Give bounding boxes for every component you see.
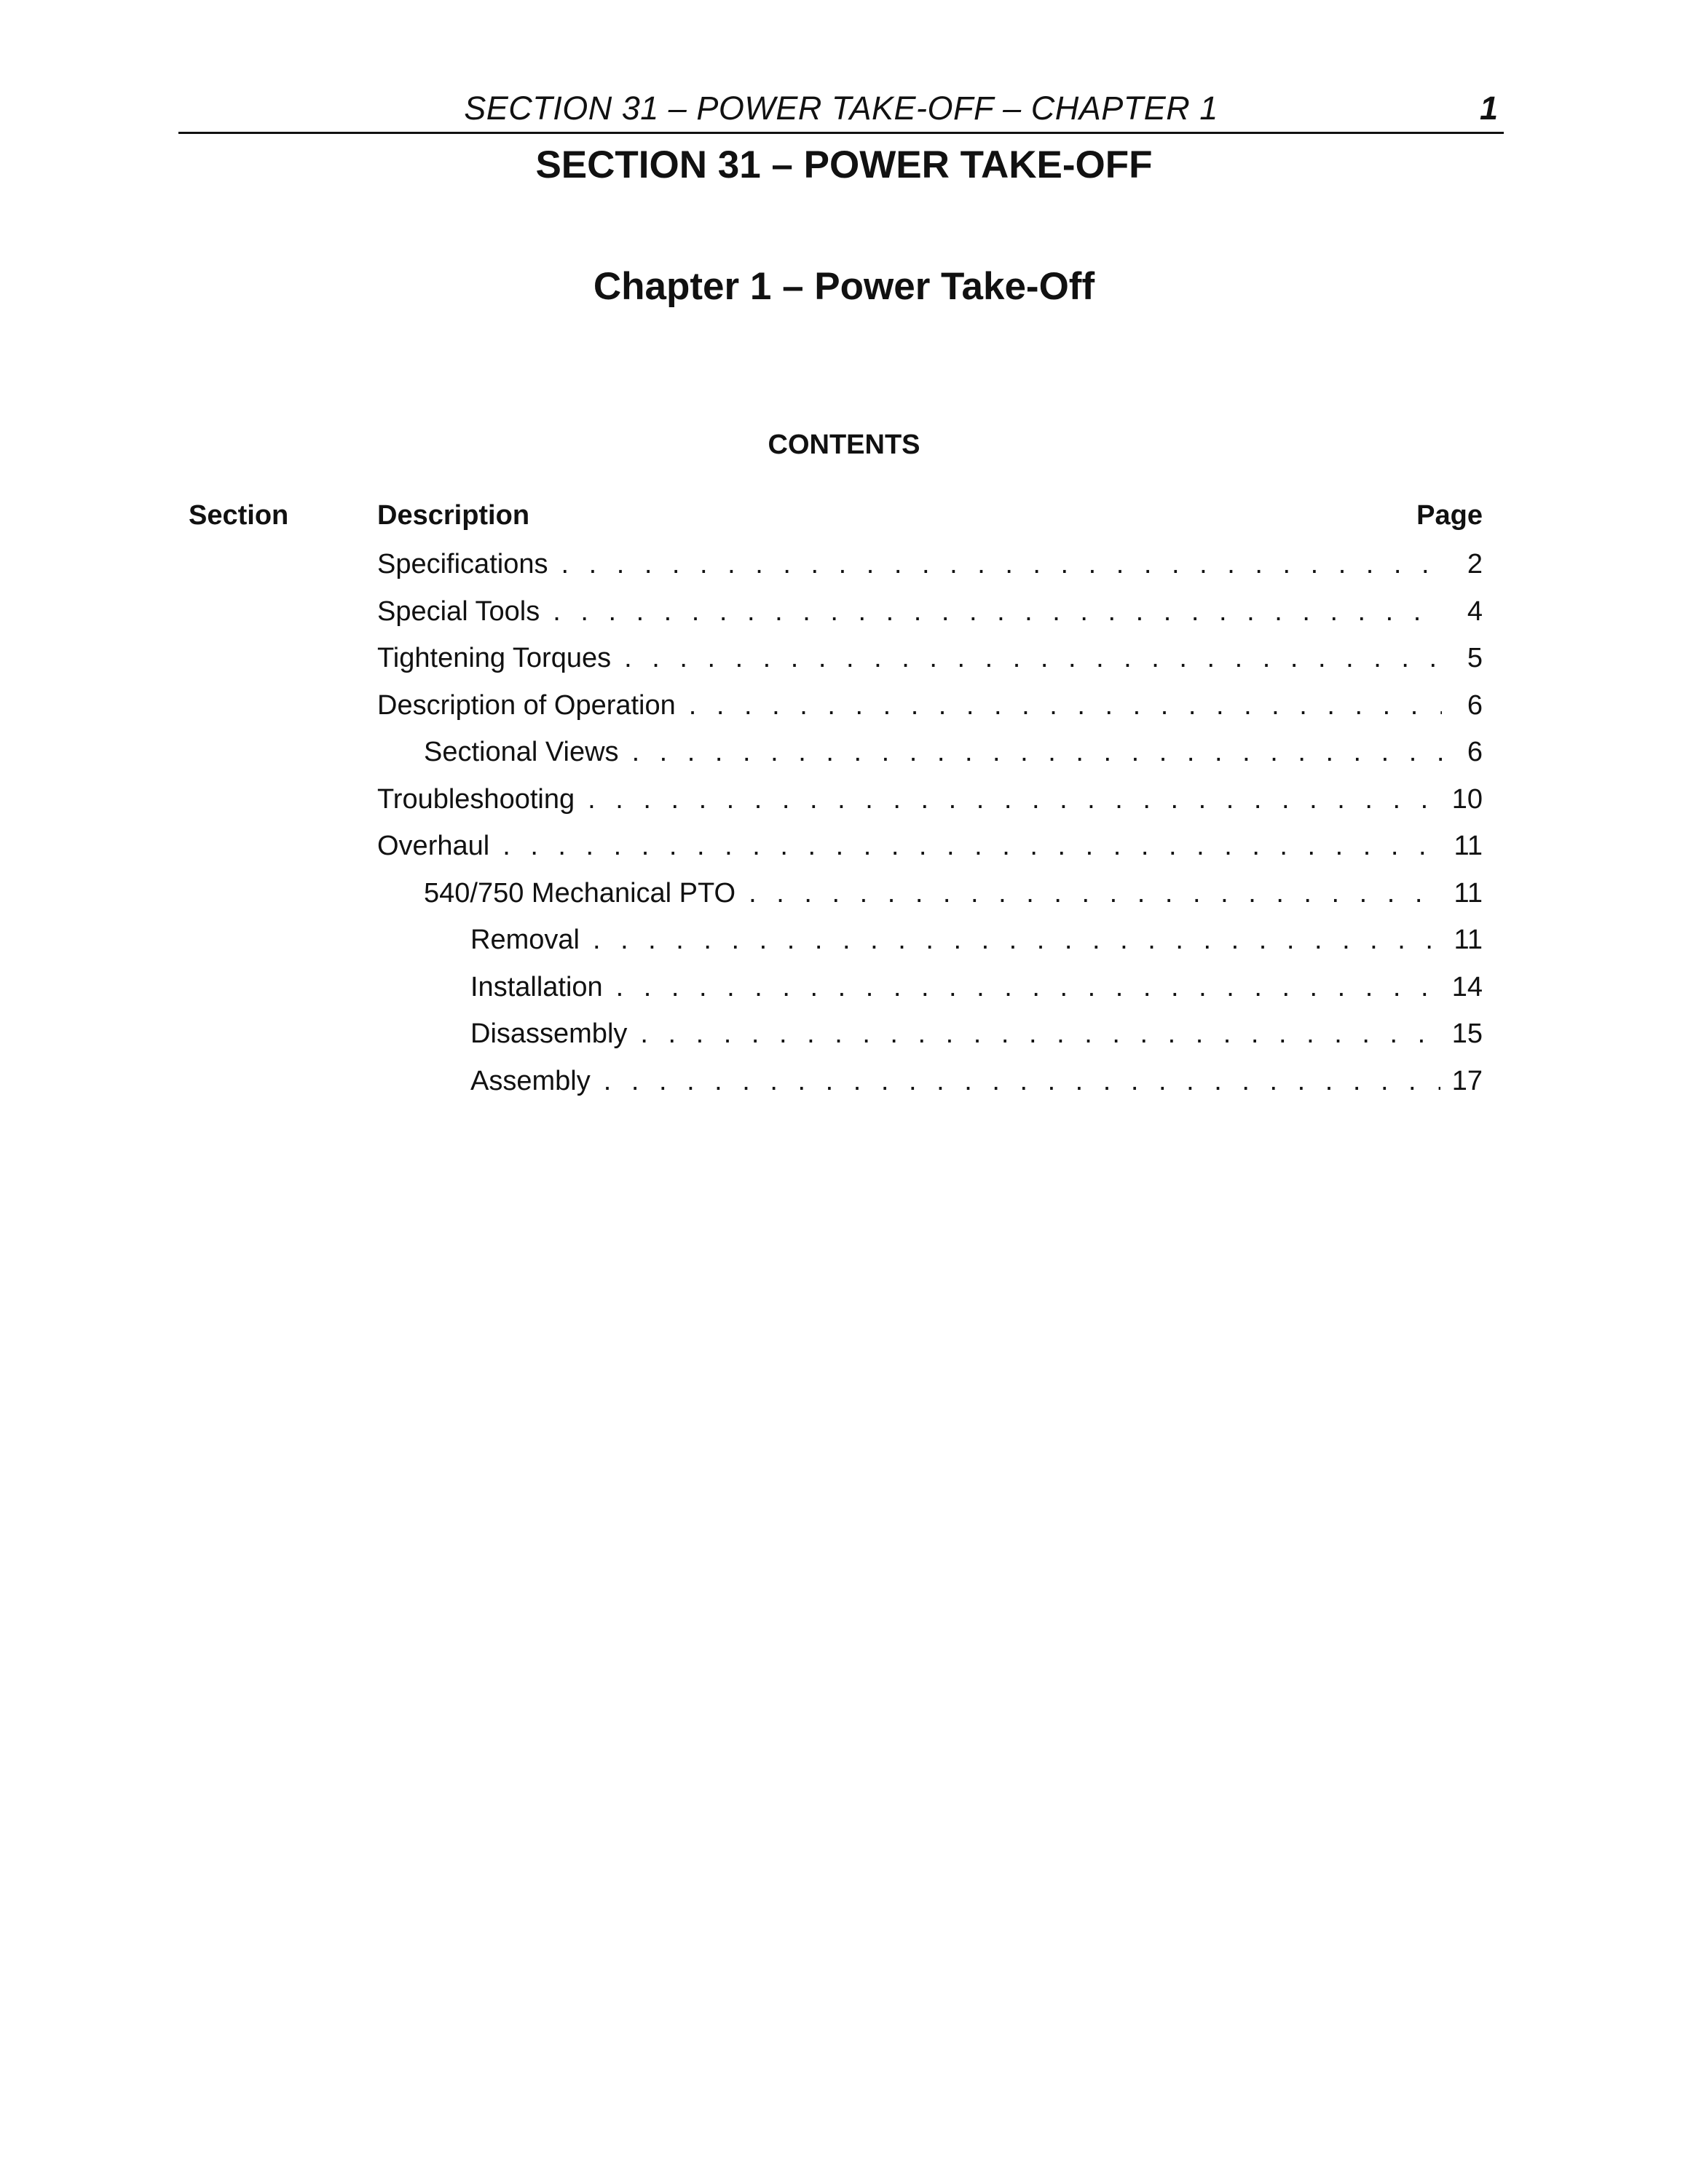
toc-leader-dots (640, 1010, 1440, 1057)
toc-leader-dots (604, 1058, 1440, 1104)
header-rule (178, 132, 1504, 134)
toc-entry-page: 14 (1451, 971, 1483, 1002)
contents-title: CONTENTS (768, 430, 920, 460)
toc-entry-label: Assembly (470, 1065, 591, 1096)
toc-entry[interactable] (377, 1058, 1483, 1105)
toc-entry-page: 2 (1467, 549, 1483, 579)
toc-leader-dots (632, 729, 1442, 775)
toc-entry-label: Specifications (377, 549, 548, 579)
running-header-title: SECTION 31 – POWER TAKE-OFF – CHAPTER 1 (464, 90, 1218, 127)
toc-entry[interactable] (377, 588, 1483, 636)
toc-entry[interactable] (377, 917, 1483, 964)
toc-entry-page: 11 (1454, 925, 1483, 955)
toc-entry-label: Special Tools (377, 596, 540, 627)
section-title: SECTION 31 – POWER TAKE-OFF (535, 143, 1153, 186)
toc-entry-page: 6 (1467, 689, 1483, 721)
running-header (178, 86, 1504, 131)
toc-entry-label: Description of Operation (377, 689, 676, 721)
toc-leader-dots (749, 870, 1442, 917)
toc-entry[interactable] (377, 964, 1483, 1011)
toc-entry[interactable] (377, 541, 1483, 588)
toc-entry-label: 540/750 Mechanical PTO (424, 877, 736, 909)
toc-header-page: Page (1416, 500, 1483, 531)
toc-leader-dots (624, 635, 1442, 681)
toc-header-section: Section (189, 500, 289, 531)
toc-entry-label: Installation (470, 971, 603, 1002)
toc-leader-dots (588, 776, 1440, 823)
toc-entry-page: 5 (1467, 643, 1483, 673)
toc-entry[interactable] (377, 635, 1483, 682)
toc-column-headers (0, 496, 1688, 534)
toc-entry[interactable] (377, 1010, 1483, 1058)
chapter-title: Chapter 1 – Power Take-Off (593, 265, 1095, 308)
toc-entry-label: Troubleshooting (377, 783, 575, 815)
toc-entry-label: Removal (470, 925, 580, 955)
toc-entry-label: Overhaul (377, 831, 490, 861)
toc-header-description: Description (377, 500, 530, 531)
toc-leader-dots (689, 682, 1442, 729)
toc-entry-label: Sectional Views (424, 737, 619, 767)
toc-entry-label: Tightening Torques (377, 643, 612, 673)
toc-entry[interactable] (377, 870, 1483, 917)
toc-leader-dots (616, 964, 1440, 1010)
table-of-contents (377, 541, 1483, 1104)
toc-entry-label: Disassembly (470, 1018, 628, 1049)
toc-entry-page: 10 (1451, 783, 1483, 815)
toc-entry-page: 4 (1467, 596, 1483, 627)
toc-entry[interactable] (377, 682, 1483, 729)
toc-leader-dots (553, 588, 1442, 635)
toc-entry-page: 11 (1454, 877, 1483, 909)
toc-leader-dots (593, 917, 1442, 963)
toc-entry-page: 11 (1454, 831, 1483, 861)
page-number: 1 (1479, 90, 1498, 127)
toc-entry-page: 15 (1451, 1018, 1483, 1049)
toc-entry-page: 17 (1451, 1065, 1483, 1096)
toc-leader-dots (561, 541, 1442, 587)
toc-entry-page: 6 (1467, 737, 1483, 767)
toc-entry[interactable] (377, 729, 1483, 776)
toc-leader-dots (502, 823, 1442, 869)
toc-entry[interactable] (377, 823, 1483, 870)
toc-entry[interactable] (377, 776, 1483, 823)
